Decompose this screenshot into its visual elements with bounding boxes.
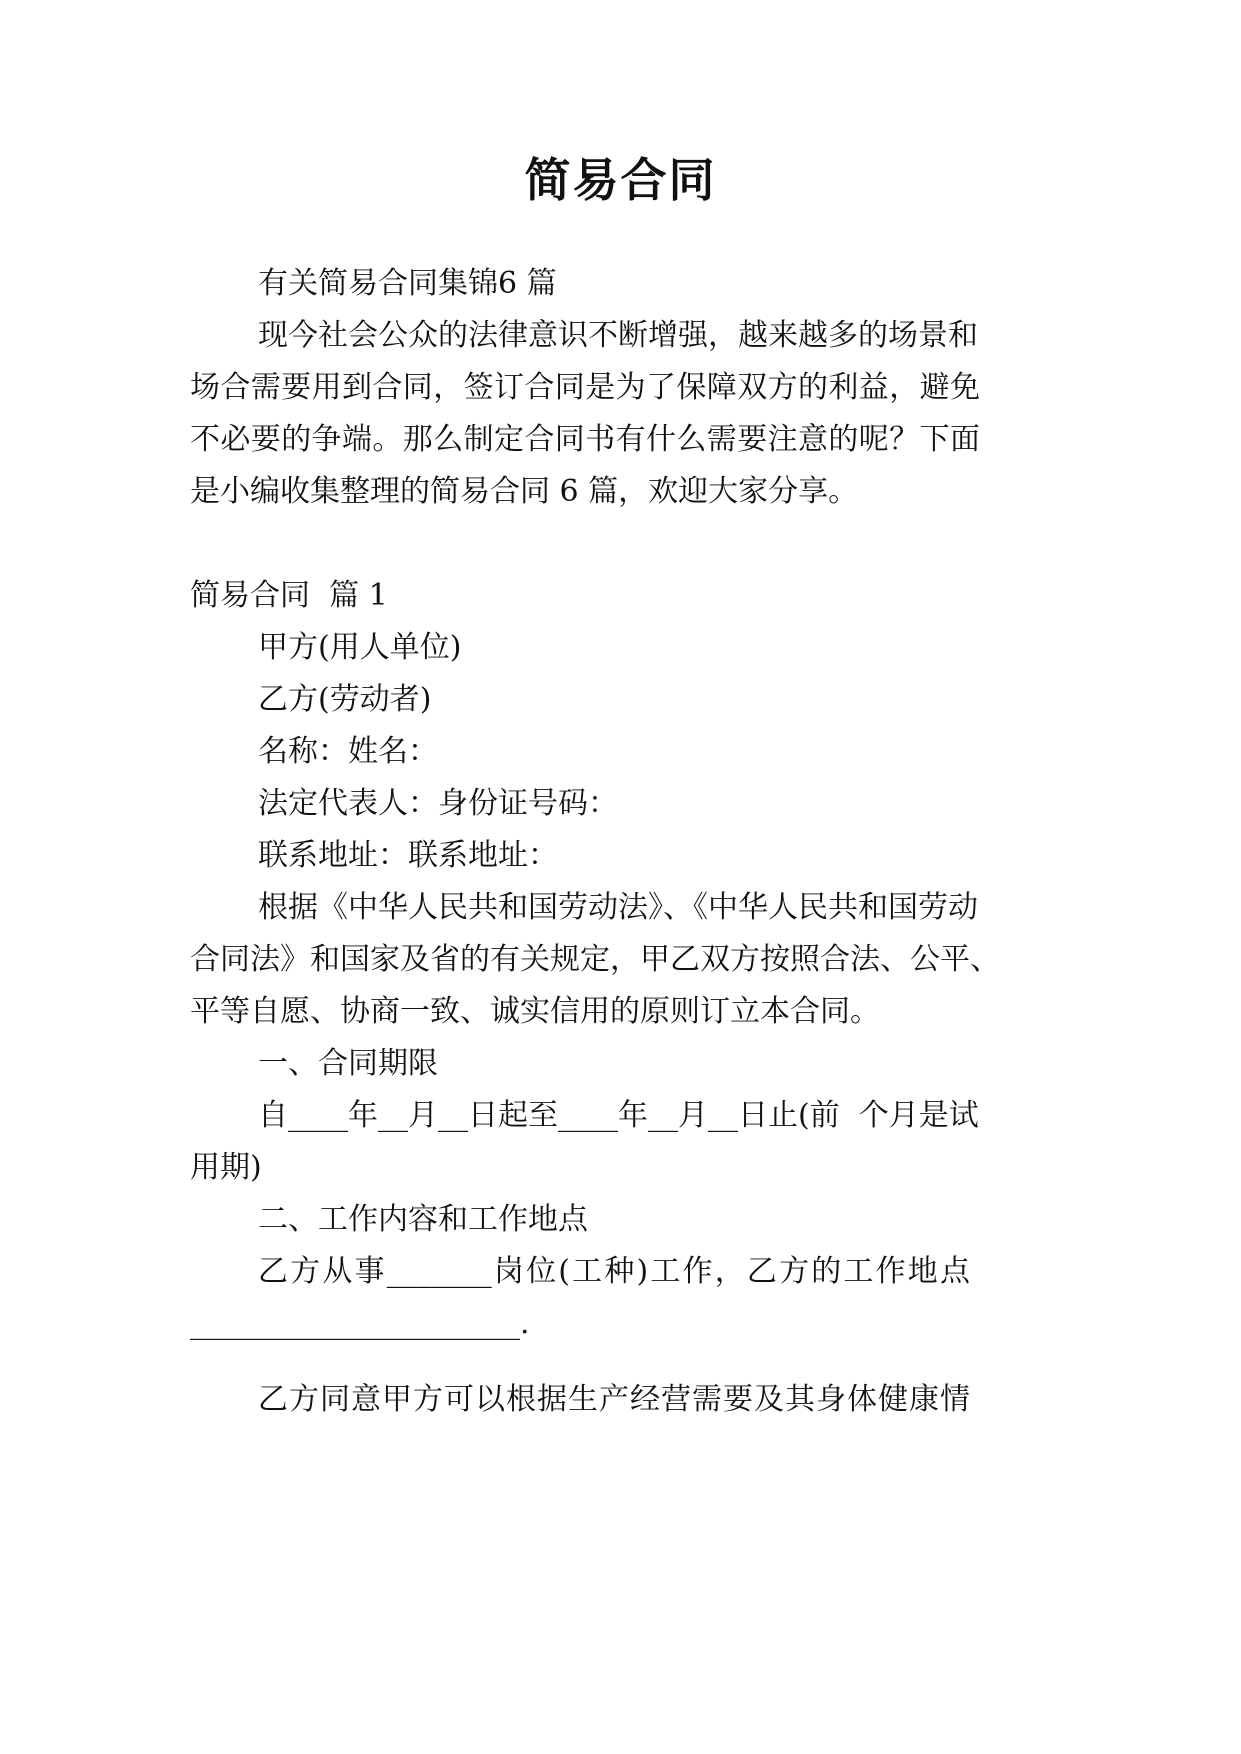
clause-2-text: 乙方同意甲方可以根据生产经营需要及其身体健康情 <box>258 1382 970 1417</box>
party-a-label: 甲方(用人单位) <box>258 630 462 665</box>
clause-2-text: 乙方从事_______岗位(工种)工作，乙方的工作地点 <box>258 1254 970 1289</box>
clause-1-text: 自____年__月__日起至____年__月__日止(前 个月是试 <box>258 1098 979 1133</box>
basis-paragraph-line: 合同法》和国家及省的有关规定，甲乙双方按照合法、公平、 <box>190 942 1000 977</box>
document-title: 简易合同 <box>524 153 717 207</box>
basis-paragraph-line: 平等自愿、协商一致、诚实信用的原则订立本合同。 <box>190 994 880 1029</box>
clause-1-title: 一、合同期限 <box>258 1046 438 1081</box>
name-row: 名称：姓名： <box>258 734 438 769</box>
intro-paragraph-line: 是小编收集整理的简易合同 6 篇，欢迎大家分享。 <box>190 474 859 509</box>
party-b-label: 乙方(劳动者) <box>258 682 432 717</box>
representative-row: 法定代表人：身份证号码： <box>258 786 618 821</box>
clause-2-title: 二、工作内容和工作地点 <box>258 1202 588 1237</box>
intro-paragraph-line: 不必要的争端。那么制定合同书有什么需要注意的呢？下面 <box>190 422 980 457</box>
clause-1-text: 用期) <box>190 1150 262 1185</box>
intro-heading: 有关简易合同集锦6 篇 <box>258 266 557 301</box>
clause-2-text-blank: ______________________. <box>190 1306 530 1341</box>
address-row: 联系地址：联系地址： <box>258 838 558 873</box>
basis-paragraph-line: 根据《中华人民共和国劳动法》、《中华人民共和国劳动 <box>258 890 978 925</box>
intro-paragraph-line: 现今社会公众的法律意识不断增强，越来越多的场景和 <box>258 318 978 353</box>
intro-paragraph-line: 场合需要用到合同，签订合同是为了保障双方的利益，避免 <box>190 370 980 405</box>
section-heading: 简易合同 篇 1 <box>190 578 388 613</box>
